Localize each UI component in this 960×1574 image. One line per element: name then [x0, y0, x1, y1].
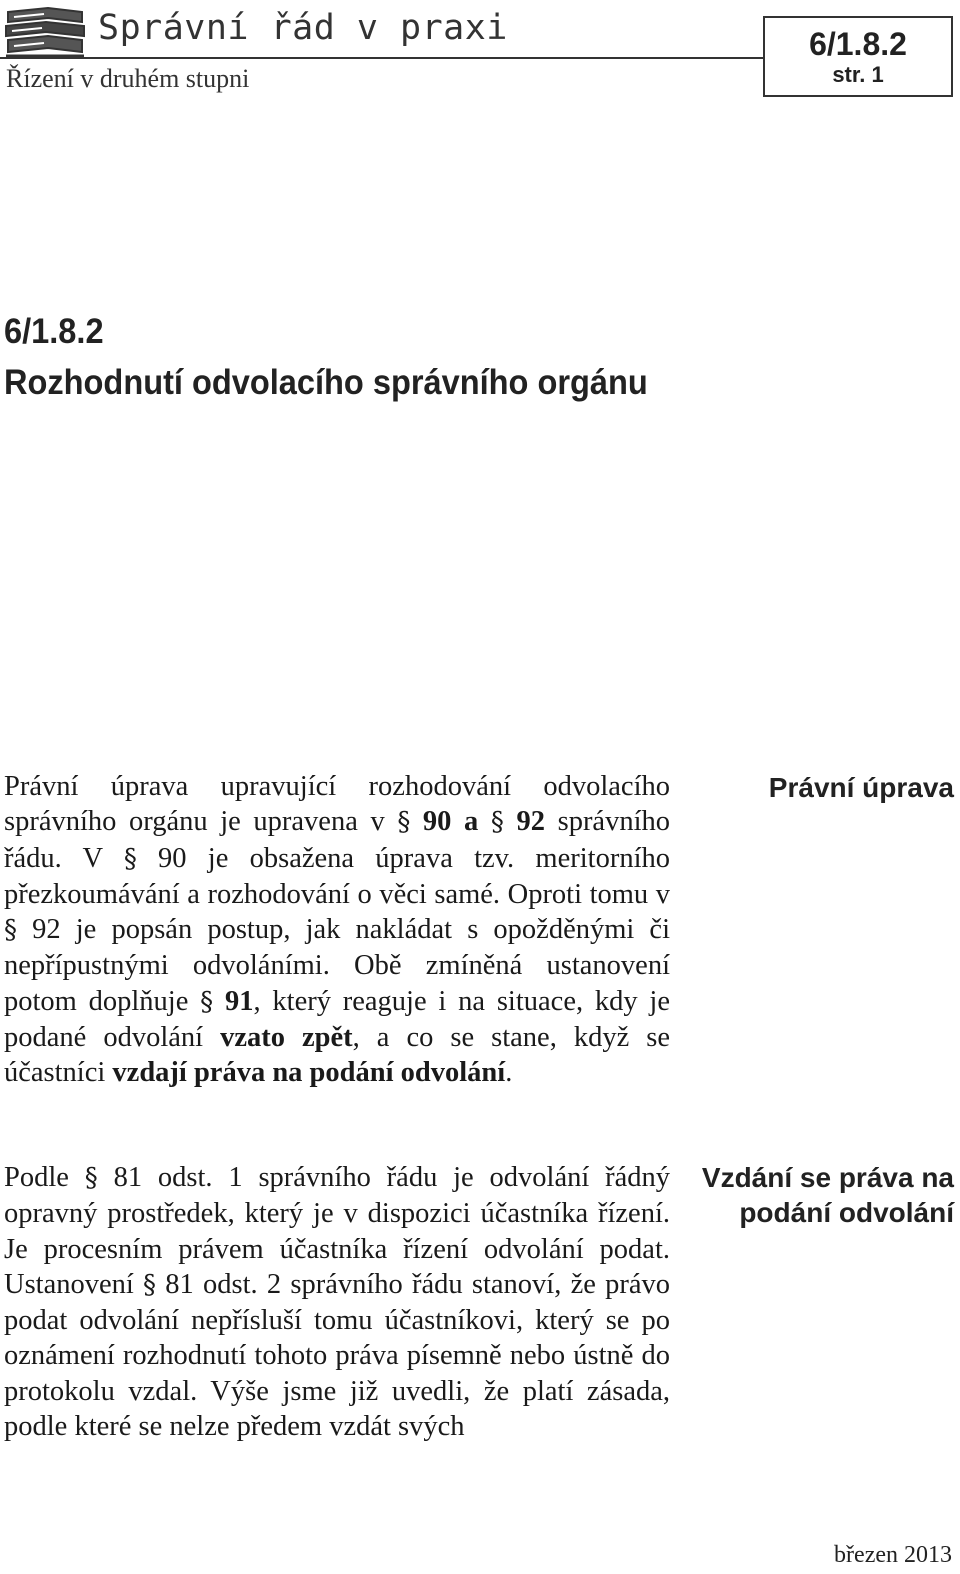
reference-code: 6/1.8.2 [809, 26, 907, 62]
books-icon [4, 6, 86, 60]
bold-run: vzdají práva na podání odvolání [112, 1057, 506, 1089]
text-run: Právní úprava upravující rozhodování odvolacího správního orgánu je upravena v [4, 771, 670, 838]
margin-note-line: podání odvolání [739, 1197, 954, 1228]
publication-title: Správní řád v praxi [98, 8, 508, 48]
header-divider [0, 57, 764, 59]
text-run: správního řádu. V [4, 806, 671, 874]
text-run: 92 je popsán postup, jak nakládat s opožděnými či nepřípustnými odvoláními. Obě zmíněná ustanovení potom doplňuje [4, 914, 670, 1017]
text-run: 81 odst. 2 správního řádu stanoví, že právo podat odvolání nepřísluší tomu účastníkovi, který se po oznámení rozhodnutí tohoto práva písemně nebo ústně do protokolu vzdal. Výše jsme již uvedli, že platí zásada, podle které se nelze předem vzdát svých [4, 1268, 670, 1443]
section-sign: § [143, 1269, 157, 1300]
text-run: 81 odst. 1 správního řádu je odvolání řádný opravný prostředek, který je v dispozici účastníka řízení. Je procesním právem účastníka řízení odvolání podat. Ustanovení [4, 1162, 670, 1300]
paragraph-waiver [4, 1160, 670, 1444]
text-run: 90 je obsažena úprava tzv. meritorního přezkoumávání a rozhodování o věci samé. Oproti tomu v [4, 842, 670, 910]
chapter-title: Řízení v druhém stupni [6, 64, 250, 93]
section-sign: § [123, 843, 137, 874]
bold-run: 92 [503, 806, 545, 838]
margin-note-legal-framework: Právní úprava [768, 772, 954, 803]
section-sign: § [200, 986, 214, 1017]
text-run: , který reaguje i na situace, kdy je podané odvolání [4, 985, 671, 1054]
footer-date: březen 2013 [834, 1542, 952, 1568]
text-run: , a co se stane, když se účastníci [4, 1022, 670, 1089]
section-sign: § [490, 807, 504, 838]
reference-page: str. 1 [832, 62, 884, 87]
section-code: 6/1.8.2 [4, 312, 104, 351]
bold-run: 90 a [410, 806, 491, 838]
reference-box [763, 16, 953, 97]
bold-run: 91 [213, 985, 254, 1017]
section-title: Rozhodnutí odvolacího správního orgánu [4, 363, 648, 402]
section-sign: § [4, 915, 17, 946]
margin-note-line: Vzdání se práva na [701, 1162, 954, 1193]
text-run: Podle [4, 1162, 85, 1193]
bold-run: vzato zpět [220, 1022, 353, 1054]
section-sign: § [84, 1163, 98, 1193]
paragraph-legal-framework [4, 769, 670, 1091]
text-run: . [505, 1057, 513, 1089]
section-sign: § [397, 807, 411, 838]
margin-note-waiver [684, 1160, 954, 1230]
